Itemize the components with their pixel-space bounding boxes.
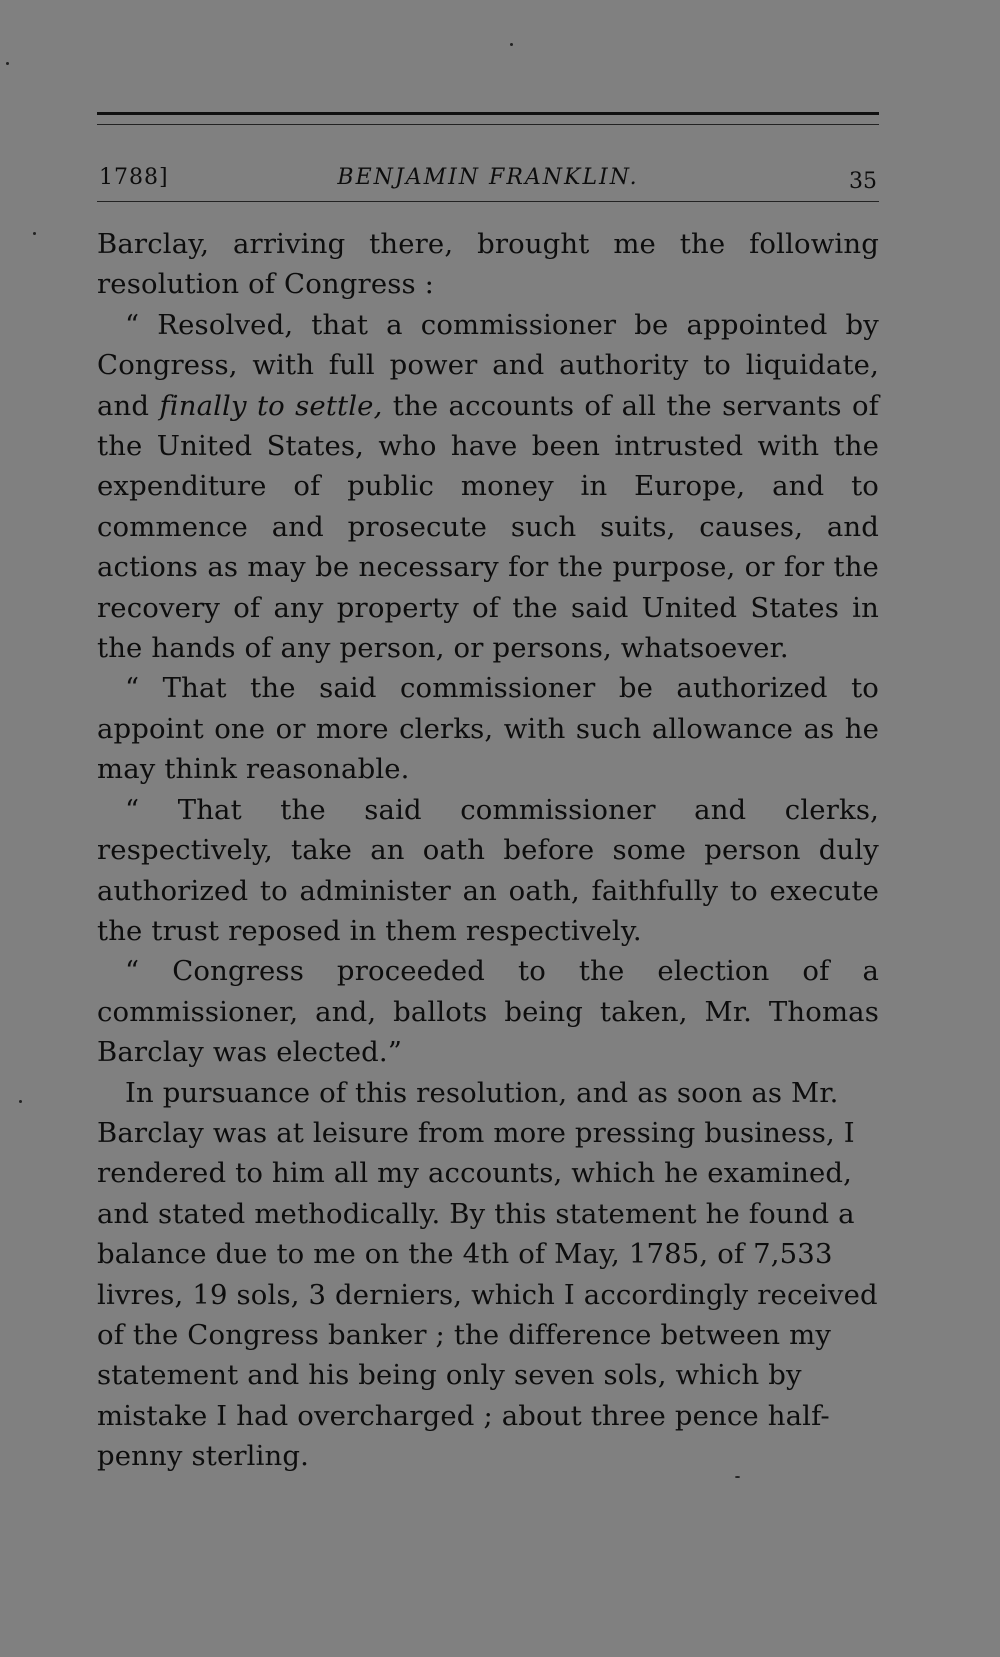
paragraph-text: “ Congress proceeded to the election of a commissioner, and, ballots being taken, Mr. Thomas Barclay was elected.” (97, 955, 879, 1069)
header-underline-rule (97, 201, 879, 202)
paragraph-1 (97, 224, 879, 305)
paragraph-text: In pursuance of this resolution, and as soon as Mr. Barclay was at leisure from more pressing business, I rendered to him all my accounts, which he examined, and stated methodically. By this statement he found a balance due to me on the 4th of May, 1785, of 7,533 livres, 19 sols, 3 derniers, which I accordingly received of the Congress banker ; the difference between my statement and his being only seven sols, which by mistake I had overcharged ; about three pence half-penny sterling. (97, 1076, 878, 1473)
book-page (97, 112, 879, 1477)
italic-emphasis: finally to settle, (159, 389, 383, 422)
body-text (97, 224, 879, 1477)
running-head-title: BENJAMIN FRANKLIN. (337, 165, 639, 190)
running-head (97, 125, 879, 194)
paragraph-text-continued: the accounts of all the servants of the United States, who have been intrusted with the expenditure of public money in Europe, and to commence and prosecute such suits, causes, and actions as may be necessary for the purpose, or for the recovery of any property of the said United States in the hands of any person, or persons, whatsoever. (97, 389, 879, 665)
paragraph-5 (97, 951, 879, 1072)
paragraph-text: “ That the said commissioner be authorized to appoint one or more clerks, with such allowance as he may think reasonable. (97, 672, 879, 786)
page-number: 35 (849, 169, 877, 194)
paragraph-3 (97, 668, 879, 789)
scan-speck (510, 43, 513, 46)
paragraph-text: “ Resolved, that a commissioner be appointed by Congress, with full power and authority to liquidate, and (97, 308, 879, 422)
paragraph-text: “ That the said commissioner and clerks, respectively, take an oath before some person duly authorized to administer an oath, faithfully to execute the trust reposed in them respectively. (97, 793, 879, 947)
scan-speck (735, 1476, 740, 1478)
header-rule-thick (97, 112, 879, 115)
paragraph-6 (97, 1073, 879, 1477)
scan-speck (6, 62, 9, 65)
paragraph-4 (97, 790, 879, 952)
paragraph-text: Barclay, arriving there, brought me the following resolution of Congress : (97, 228, 879, 301)
paragraph-2 (97, 305, 879, 669)
scan-speck (33, 232, 36, 235)
scan-speck (19, 1100, 22, 1103)
running-head-year: 1788] (99, 165, 169, 190)
